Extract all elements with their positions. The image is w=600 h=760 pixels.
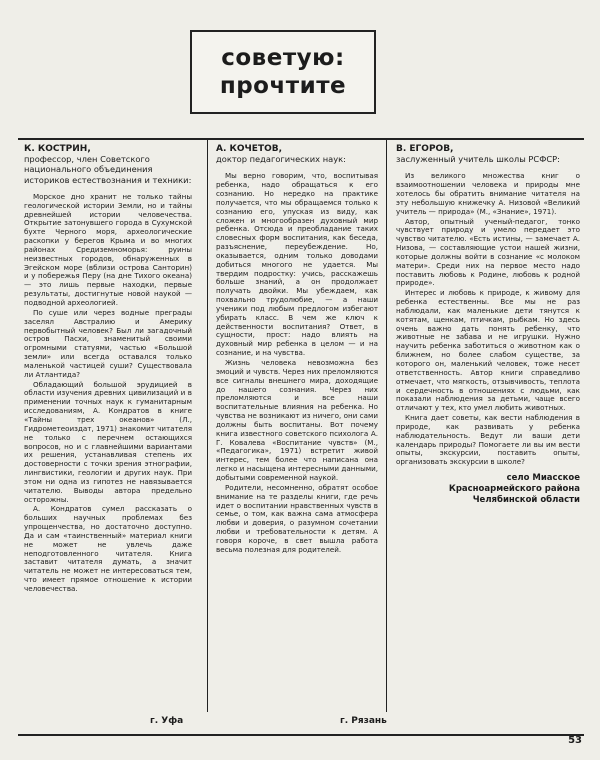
paragraph: По суше или через водные преграды заселял Австралию и Америку первобытный человек? Был ли загадочный остров Пасхи, знаменитый своими огромными статуями, частью «Большой земли» или всегда оставался только маленькой частицей суши? Существовала ли Атлантида? — [24, 307, 192, 379]
column-kostrin — [20, 140, 196, 734]
column-kochetov — [207, 140, 387, 712]
author-name: К. КОСТРИН, — [24, 144, 91, 154]
paragraph: Жизнь человека невозможна без эмоций и чувств. Через них преломляются все сигналы внешнего мира, доходящие до нашего сознания. Через них преломляются и все наши воспитательные влияния на ребенка. Но чувства не возникают из ничего, они сами должны быть воспитаны. Вот почему книга известного советского психолога А. Г. Ковалева «Воспитание чувств» (М., «Педагогика», 1971) встретит живой интерес, тем более что написана она легко и насыщена интересными данными, добытыми современной наукой. — [216, 358, 378, 482]
signature-line: Красноармейского района — [448, 484, 580, 495]
paragraph: А. Кондратов сумел рассказать о больших научных проблемах без упрощенчества, но достаточно доступно. Да и сам «таинственный» материал книги не может не увлечь даже неподготовленного читателя. Книга заставит читателя думать, а значит читатель не может не интересоваться тем, что имеет прямое отношение к истории человечества. — [24, 504, 192, 594]
title-box — [190, 30, 376, 114]
author-name: А. КОЧЕТОВ, — [216, 144, 283, 154]
paragraph: Интерес и любовь к природе, к живому для ребенка естественны. Все мы не раз наблюдали, как маленькие дети тянутся к котятам, щенкам, птичкам, рыбкам. Но здесь очень важно дать понять ребенку, что животные не забава и не игрушки. Нужно научить ребенка заботиться о животном как о ближнем, но более слабом существе, за которого он, маленький человек, тоже несет ответственность. Автор книги справедливо отмечает, что мягкость, отзывчивость, теплота и сердечность в отношениях с людьми, как показали наблюдения за детьми, чаще всего отличают у тех, кто умел любить животных. — [396, 288, 580, 413]
title-line-1: советую: — [221, 45, 345, 71]
title-line-2: прочтите — [219, 73, 347, 99]
paragraph: Автор, опытный ученый-педагог, тонко чувствует природу и умело передает это чувство читателю. «Есть истины, — замечает А. Низова, — составляющие устои нашей жизни, которые должны войти в сознание «с молоком матери». Среди них на первое место надо поставить любовь к Родине, любовь к родной природе». — [396, 216, 580, 288]
page-number: 53 — [568, 735, 582, 746]
signature-line: Челябинской области — [472, 495, 580, 506]
paragraph: Мы верно говорим, что, воспитывая ребенка, надо обращаться к его сознанию. Но нередко на практике получается, что мы обращаемся только к сознанию его, упуская из виду, как сложен и многообразен духовный мир ребенка. Отсюда и преобладание таких словесных форм воспитания, как беседа, разъяснение, переубеждение. Но, оказывается, одним только доводами добиться многого не удается. Мы твердим подростку: учись, расскажешь больше знаний, а он продолжает получать двойки. Мы убеждаем, как похвально трудолюбие, — а наши ученики под любым предлогом избегают убирать класс. В чем же ключ к действенности воспитания? Ответ, в сущности, прост: надо влиять на духовный мир ребенка в целом — и на сознание, и на чувства. — [216, 171, 378, 358]
paragraph: Обладающий большой эрудицией в области изучения древних цивилизаций и в применении точных наук к гуманитарным исследованиям, А. Кондратов в книге «Тайны трех океанов» (Л., Гидрометеоиздат, 1971) знакомит читателя не только с перечнем остающихся вопросов, но и с главнейшими вариантами их решения, устанавливая степень их достоверности с точки зрения этнографии, лингвистики, геологии и других наук. При этом ни одна из гипотез не навязывается читателю. Выводы автора предельно осторожны. — [24, 379, 193, 504]
author-name: В. ЕГОРОВ, — [396, 144, 454, 154]
paragraph: Родители, несомненно, обратят особое внимание на те разделы книги, где речь идет о воспитании нравственных чувств в семье, о том, как важна сама атмосфера любви и доверия, о разумном сочетании любви и требовательности к детям. А говоря короче, в свет вышла работа весьма полезная для родителей. — [216, 482, 378, 554]
city-ryazan: г. Рязань — [340, 716, 387, 726]
column-egorov — [392, 140, 584, 734]
paragraph: Книга дает советы, как вести наблюдения в природе, как развивать у ребенка наблюдательность. Ведут ли ваши дети календарь природы? Помогаете ли вы им вести опыты, экскурсии, поставить опыты, организовать экскурсии в школе? — [396, 413, 580, 467]
signature-location — [396, 473, 580, 506]
paragraph: Морское дно хранит не только тайны геологической истории Земли, но и тайны древнейшей истории человечества. Открытие затонувшего города в Сухумской бухте Черного моря, археологические раскопки у берегов Крыма и во многих районах Средиземноморья: руины неизвестных городов, обнаруженных в Эгейском море (вблизи острова Санторин) и у побережья Перу (на дне Тихого океана) — это лишь первые находки, первые результаты, достигнутые новой наукой — подводной археологией. — [24, 191, 192, 308]
author-role: доктор педагогических наук: — [216, 154, 346, 164]
author-role: заслуженный учитель школы РСФСР: — [396, 154, 560, 164]
city-ufa: г. Уфа — [150, 716, 184, 726]
author-role: профессор, член Советского национального объединения историков естествознания и техники: — [24, 154, 192, 185]
signature-line: село Миасское — [506, 473, 580, 484]
paragraph: Из великого множества книг о взаимоотношении человека и природы мне хотелось бы обратить внимание читателя на эту небольшую книжечку А. Низовой «Великий учитель — природа» (М., «Знание», 1971). — [396, 171, 580, 216]
